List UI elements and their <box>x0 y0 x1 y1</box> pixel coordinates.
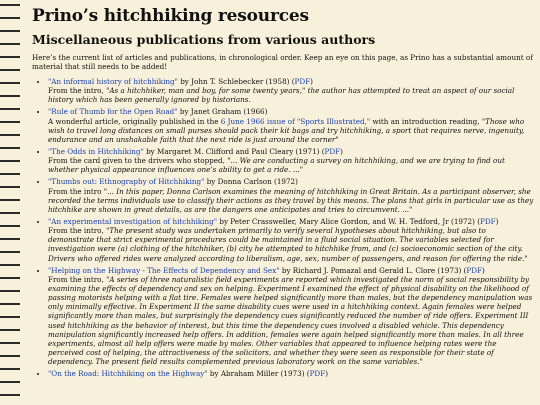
page-title: Prino’s hitchhiking resources <box>32 6 309 26</box>
meta-close: ) <box>325 369 328 379</box>
list-item <box>48 147 534 174</box>
list-item <box>48 266 534 367</box>
description-prefix: A wonderful article, originally published in the <box>48 116 221 126</box>
publication-meta: by Margaret M. Clifford and Paul Cleary (1971) ( <box>143 146 325 156</box>
meta-close: ) <box>310 77 313 86</box>
publication-meta: by John T. Schlebecker (1958) ( <box>177 77 295 86</box>
publication-link[interactable]: "An informal history of hitchhiking" <box>48 77 178 86</box>
main-content <box>32 4 534 381</box>
publication-link[interactable]: "Thumbs out: Ethnography of Hitchhiking" <box>48 177 205 187</box>
meta-close: ) <box>340 146 343 156</box>
description-mid: with an introduction reading, <box>370 116 482 126</box>
pdf-link[interactable]: PDF <box>294 77 311 86</box>
page-subtitle: Miscellaneous publications from various authors <box>32 32 376 47</box>
publication-link[interactable]: "Rule of Thumb for the Open Road" <box>48 107 178 117</box>
intro-text: Here’s the current list of articles and publications, in chronological order. Keep an eye on this page, as Prino has a substantial amount of material that still needs to be added! <box>32 53 533 71</box>
list-item <box>48 369 534 378</box>
description-quote: "... In this paper, Donna Carlson examines the meaning of hitchhiking in Great Britain. As a participant observer, she recorded the terms individuals use to classify their actions as they travel by this means. The plans that girls in particular use as they hitchhike are shown in great details, as are the dangers one anticipates and tries to circumvent. ..." <box>48 186 534 214</box>
description-quote: "... We are conducting a survey on hitchhiking, and we are trying to find out whether physical appearance influences one’s ability to get a ride. ..." <box>48 156 505 175</box>
list-item <box>48 77 534 104</box>
meta-close: ) <box>482 265 485 275</box>
list-item <box>48 107 534 144</box>
description-prefix: From the intro, <box>48 226 107 236</box>
publication-meta: by Peter Crassweller, Mary Alice Gordon, and W. H. Tedford, Jr (1972) ( <box>217 216 481 226</box>
publication-link[interactable]: "Helping on the Highway - The Effects of Dependency and Sex" <box>48 265 280 275</box>
pdf-link[interactable]: PDF <box>309 369 326 379</box>
description-quote: "As a hitchhiker, man and boy, for some twenty years," the author has attempted to treat an aspect of our social history which has been generally ignored by historians. <box>48 86 515 105</box>
description-prefix: From the card given to the drivers who stopped, <box>48 156 228 166</box>
source-link[interactable]: 6 June 1966 issue of "Sports Illustrated," <box>220 116 371 126</box>
description-prefix: From the intro, <box>48 274 107 284</box>
publication-list <box>32 77 534 378</box>
description-quote: "The present study was undertaken primarily to verify several hypotheses about hitchhiking, but also to demonstrate that strict experimental procedures could be maintained in a fluid social situation. The variables selected for investigation were (a) clothing of the hitchhiker, (b) city he attempted to hitchhike from, and (c) socioeconomic section of the city. Drivers who offered rides were analyzed according to liberalism, age, sex, number of passengers, and reason for offering the ride." <box>48 226 528 263</box>
list-item <box>48 177 534 214</box>
description-prefix: From the intro <box>48 186 104 196</box>
publication-meta: by Richard J. Pomazal and Gerald L. Clore (1973) ( <box>279 265 467 275</box>
publication-link[interactable]: "On the Road: Hitchhiking on the Highway" <box>48 369 208 379</box>
description-quote: "Those who wish to travel long distances on small purses should pack their kit bags and try hitchhiking, a sport that requires nerve, ingenuity, endurance and an unshakable faith that the next ride is just around the corner" <box>48 116 525 144</box>
pdf-link[interactable]: PDF <box>480 216 496 226</box>
publication-link[interactable]: "An experimental investigation of hitchhiking" <box>48 216 218 226</box>
publication-meta: by Janet Graham (1966) <box>177 107 268 117</box>
publication-meta: by Abraham Miller (1973) ( <box>207 369 310 379</box>
publication-link[interactable]: "The Odds in Hitchhiking" <box>48 146 144 156</box>
pdf-link[interactable]: PDF <box>324 146 341 156</box>
description-prefix: From the intro, <box>48 86 107 96</box>
description-quote: "A series of three naturalistic field experiments are reported which investigated the norm of social responsibility by examining the effects of dependency and sex on helping. Experiment I examined the effect of physical disability on the likelihood of passing motorists helping with a flat tire. Females were helped significantly more than males, but the dependency manipulation was only minimally effective. In Experiment II the same disability cues were used in a hitchhiking context. Again females were helped significantly more than males, but surprisingly the dependency cues significantly reduced the number of ride offers. Experiment III used hitchhiking as the behavior of interest, but this time the dependency cues involved a disabled vehicle. This dependency manipulation significantly increased help offers. In addition, females were again helped significantly more than males. In all three experiments, almost all help offers were made by males. Other variables that appeared to influence helping rates were the perceived cost of helping, the attractiveness of the solicitors, and whether they were seen as responsible for their state of dependency. The present field results complemented previous laboratory work on the same variables." <box>48 274 533 367</box>
list-item <box>48 217 534 263</box>
publication-meta: by Donna Carlson (1972) <box>204 177 298 187</box>
pdf-link[interactable]: PDF <box>466 265 483 275</box>
meta-close: ) <box>495 216 499 226</box>
spiral-binding <box>0 0 26 405</box>
